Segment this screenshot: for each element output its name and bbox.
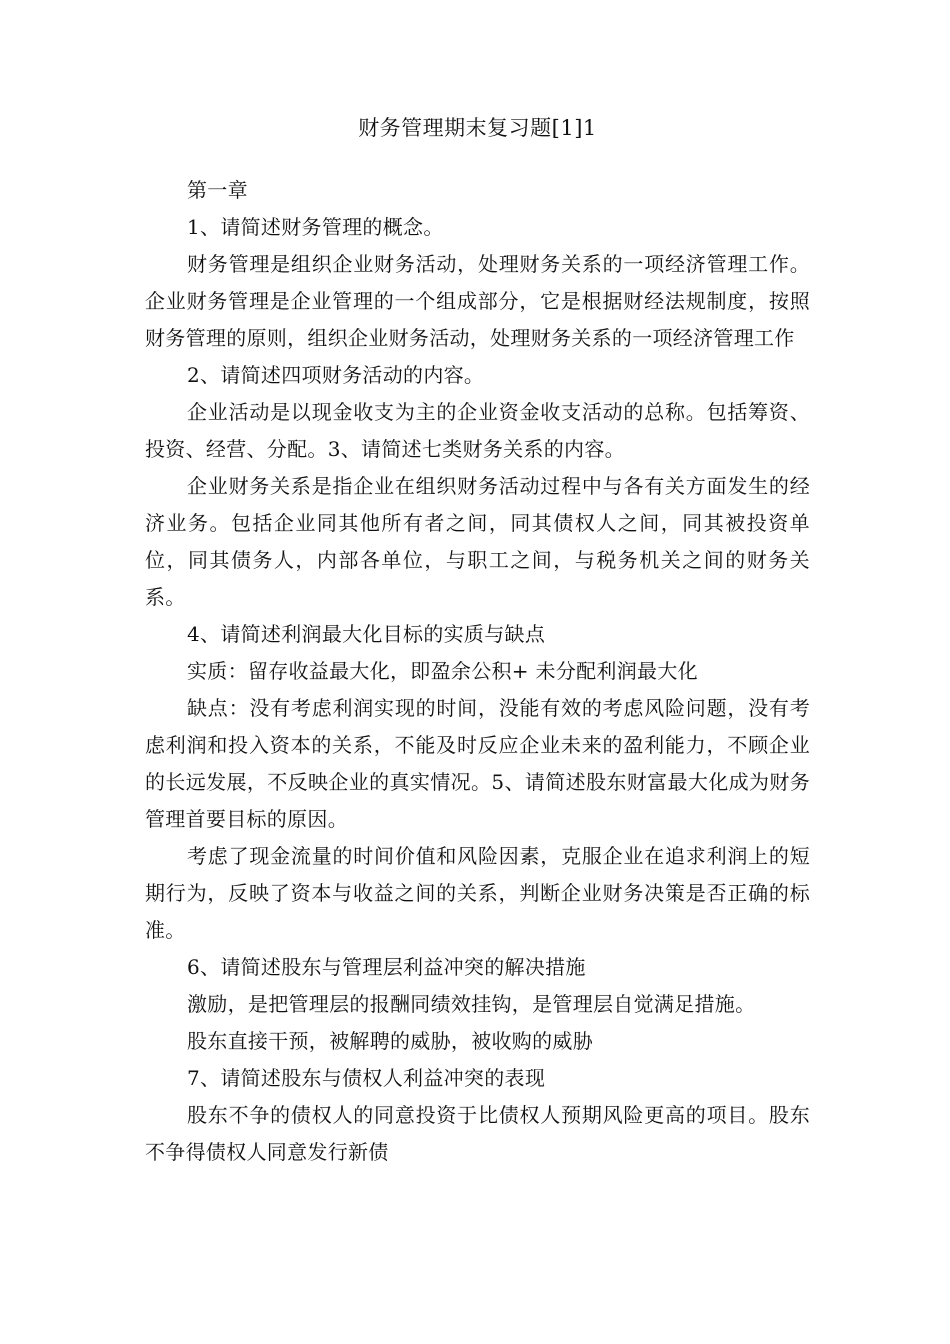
chapter-heading: 第一章 xyxy=(187,178,248,202)
question-1: 1、请简述财务管理的概念。 xyxy=(187,215,444,239)
document-body xyxy=(145,172,810,1171)
answer-6-intervention: 股东直接干预，被解聘的威胁，被收购的威胁 xyxy=(187,1029,593,1053)
answer-4-essence: 实质：留存收益最大化，即盈余公积+ 未分配利润最大化 xyxy=(187,659,698,683)
answer-3: 企业财务关系是指企业在组织财务活动过程中与各有关方面发生的经济业务。包括企业同其他所有者之间，同其债权人之间，同其被投资单位，同其债务人，内部各单位，与职工之间，与税务机关之间的财务关系。 xyxy=(145,474,810,609)
answer-5: 考虑了现金流量的时间价值和风险因素，克服企业在追求利润上的短期行为，反映了资本与收益之间的关系，判断企业财务决策是否正确的标准。 xyxy=(145,844,810,942)
document-title: 财务管理期末复习题[1]1 xyxy=(358,116,597,140)
answer-2: 企业活动是以现金收支为主的企业资金收支活动的总称。包括筹资、投资、经营、分配。3、请简述七类财务关系的内容。 xyxy=(145,400,810,461)
answer-6-incentive: 激励，是把管理层的报酬同绩效挂钩，是管理层自觉满足措施。 xyxy=(187,992,756,1016)
answer-4-drawbacks: 缺点：没有考虑利润实现的时间，没能有效的考虑风险问题，没有考虑利润和投入资本的关系，不能及时反应企业未来的盈利能力，不顾企业的长远发展，不反映企业的真实情况。5、请简述股东财富最大化成为财务管理首要目标的原因。 xyxy=(145,696,810,831)
question-4: 4、请简述利润最大化目标的实质与缺点 xyxy=(187,622,546,646)
answer-1: 财务管理是组织企业财务活动，处理财务关系的一项经济管理工作。企业财务管理是企业管理的一个组成部分，它是根据财经法规制度，按照财务管理的原则，组织企业财务活动，处理财务关系的一项经济管理工作 xyxy=(145,252,810,350)
question-2: 2、请简述四项财务活动的内容。 xyxy=(187,363,485,387)
document-page xyxy=(145,98,810,1171)
question-6: 6、请简述股东与管理层利益冲突的解决措施 xyxy=(187,955,586,979)
answer-7: 股东不争的债权人的同意投资于比债权人预期风险更高的项目。股东不争得债权人同意发行新债 xyxy=(145,1103,810,1164)
question-7: 7、请简述股东与债权人利益冲突的表现 xyxy=(187,1066,546,1090)
